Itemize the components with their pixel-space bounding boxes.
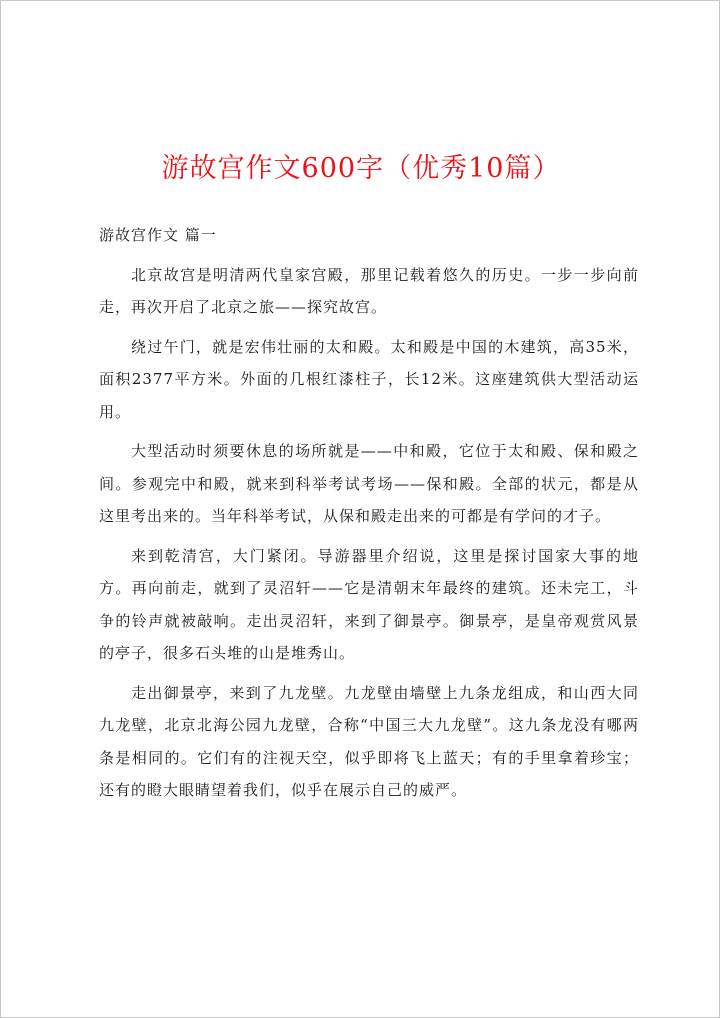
paragraph-1: 北京故宫是明清两代皇家宫殿，那里记载着悠久的历史。一步一步向前走，再次开启了北京之旅——探究故宫。	[99, 265, 639, 316]
paragraph-2: 绕过午门，就是宏伟壮丽的太和殿。太和殿是中国的木建筑，高35米，面积2377平方米。外面的几根红漆柱子，长12米。这座建筑供大型活动运用。	[99, 337, 639, 421]
document-body	[99, 219, 639, 807]
paragraph-5: 走出御景亭，来到了九龙壁。九龙壁由墙壁上九条龙组成，和山西大同九龙壁，北京北海公园九龙壁，合称“中国三大九龙壁”。这九条龙没有哪两条是相同的。它们有的注视天空，似乎即将飞上蓝天；有的手里拿着珍宝；还有的瞪大眼睛望着我们，似乎在展示自己的威严。	[99, 683, 639, 799]
section-heading: 游故宫作文 篇一	[99, 226, 217, 244]
document-title: 游故宫作文600字（优秀10篇）	[161, 153, 561, 184]
paragraph-3: 大型活动时须要休息的场所就是——中和殿，它位于太和殿、保和殿之间。参观完中和殿，就来到科举考试考场——保和殿。全部的状元，都是从这里考出来的。当年科举考试，从保和殿走出来的可都是有学问的才子。	[99, 442, 639, 525]
paragraph-4: 来到乾清宫，大门紧闭。导游器里介绍说，这里是探讨国家大事的地方。再向前走，就到了灵沼轩——它是清朝末年最终的建筑。还未完工，斗争的铃声就被敲响。走出灵沼轩，来到了御景亭。御景亭，是皇帝观赏风景的亭子，很多石头堆的山是堆秀山。	[99, 546, 639, 662]
